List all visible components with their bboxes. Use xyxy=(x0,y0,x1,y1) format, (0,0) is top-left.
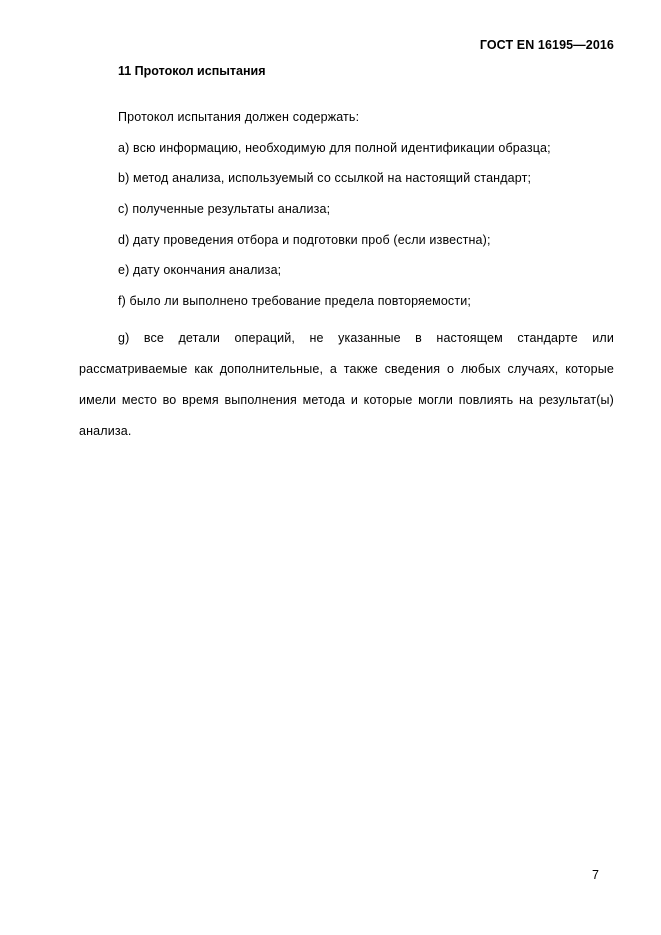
page-number: 7 xyxy=(592,868,599,882)
section-title: 11 Протокол испытания xyxy=(118,64,266,78)
section-intro: Протокол испытания должен содержать: xyxy=(118,110,360,124)
list-item-multiline: g) все детали операций, не указанные в настоящем стандарте или рассматриваемые как дополнительные, а также сведения о любых случаях, которые имели место во время выполнения метода и которые могли повлиять на результат(ы) анализа. xyxy=(79,331,614,438)
list-item: e) дату окончания анализа; xyxy=(118,263,282,277)
list-item: b) метод анализа, используемый со ссылкой на настоящий стандарт; xyxy=(118,171,532,185)
list-item: d) дату проведения отбора и подготовки проб (если известна); xyxy=(118,233,491,247)
list-item: f) было ли выполнено требование предела повторяемости; xyxy=(118,294,471,308)
list-item: a) всю информацию, необходимую для полной идентификации образца; xyxy=(118,141,551,155)
document-code: ГОСТ EN 16195—2016 xyxy=(479,38,614,52)
list-item: c) полученные результаты анализа; xyxy=(118,202,331,216)
